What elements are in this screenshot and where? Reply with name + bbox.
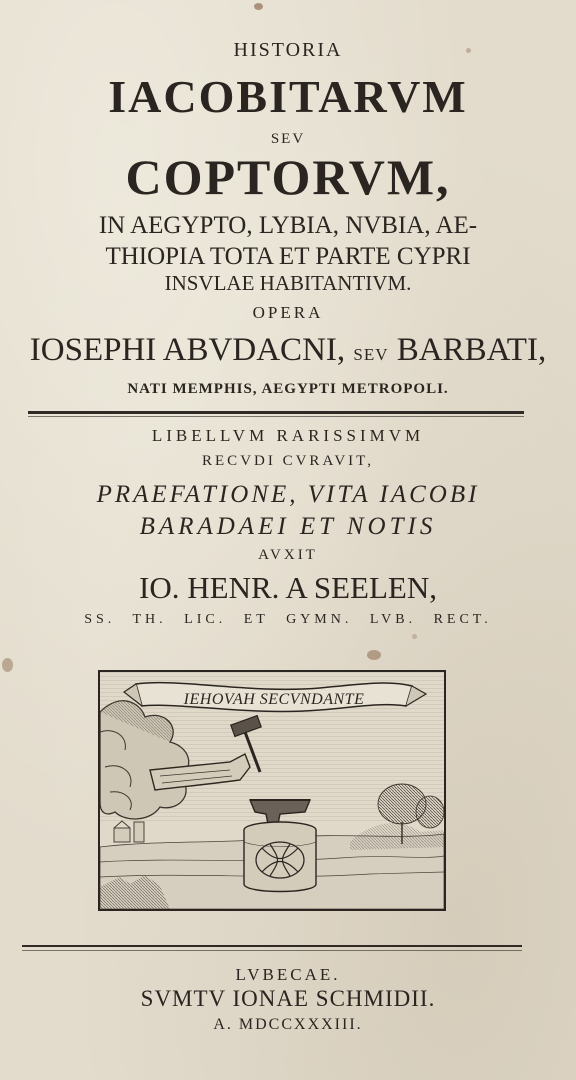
title-line-sev: SEV xyxy=(270,131,306,147)
title-line-coptorum: COPTORVM, xyxy=(125,149,451,205)
divider-rule-thin xyxy=(28,416,524,417)
title-line-historia: HISTORIA xyxy=(233,39,343,61)
imprint-year: A. MDCCXXXIII. xyxy=(213,1016,363,1033)
recudi-line: RECVDI CVRAVIT, xyxy=(202,453,374,469)
libellum-line: LIBELLVM RARISSIMVM xyxy=(151,426,425,445)
author-alias: BARBATI, xyxy=(396,332,547,368)
editor-name: IO. HENR. A SEELEN, xyxy=(139,570,437,605)
imprint-place: LVBECAE. xyxy=(235,965,341,984)
author-name: IOSEPHI ABVDACNI, xyxy=(29,332,346,368)
imprint-divider-rule-thin xyxy=(22,950,522,951)
praefatione-line: PRAEFATIONE, VITA IACOBI xyxy=(96,481,480,508)
subtitle-line-3: INSVLAE HABITANTIVM. xyxy=(164,271,412,295)
imprint-divider-rule xyxy=(22,945,522,947)
editor-titles: SS. TH. LIC. ET GYMN. LVB. RECT. xyxy=(84,612,492,627)
author-sev: SEV xyxy=(353,345,389,364)
title-line-iacobitarum: IACOBITARVM xyxy=(108,71,468,122)
vignette-engraving xyxy=(100,672,444,909)
foxing-spot xyxy=(254,3,263,10)
foxing-spot xyxy=(412,634,417,639)
foxing-spot xyxy=(367,650,381,660)
subtitle-line-2: THIOPIA TOTA ET PARTE CYPRI xyxy=(105,243,471,270)
motto-text: IEHOVAH SECVNDANTE xyxy=(183,691,365,708)
foxing-spot xyxy=(2,658,13,672)
subtitle-line-1: IN AEGYPTO, LYBIA, NVBIA, AE- xyxy=(98,212,478,239)
auxit-line: AVXIT xyxy=(258,547,318,563)
imprint-publisher: SVMTV IONAE SCHMIDII. xyxy=(140,986,436,1011)
printers-device-vignette xyxy=(98,670,446,911)
divider-rule xyxy=(28,411,524,414)
author-line xyxy=(0,334,576,367)
opera-label: OPERA xyxy=(252,303,324,322)
baradaei-line: BARADAEI ET NOTIS xyxy=(139,513,437,540)
author-origin: NATI MEMPHIS, AEGYPTI METROPOLI. xyxy=(127,381,449,397)
